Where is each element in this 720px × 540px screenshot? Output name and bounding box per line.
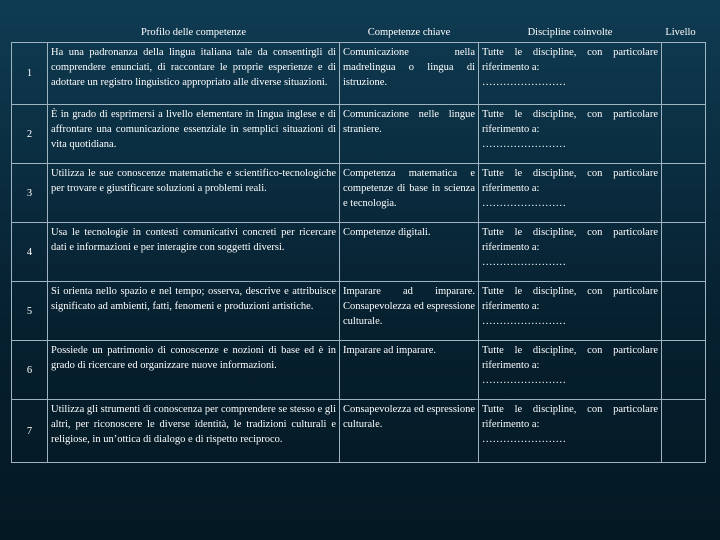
discipline-cell <box>479 400 662 463</box>
dots-placeholder: …………………… <box>482 77 566 88</box>
header-livello: Livello <box>665 27 696 38</box>
livello-cell[interactable] <box>662 164 706 223</box>
discipline-text: Tutte le discipline, con particolare riferimento a: <box>482 47 658 73</box>
row-number: 1 <box>12 43 48 105</box>
dots-placeholder: …………………… <box>482 139 566 150</box>
row-number: 4 <box>12 223 48 282</box>
discipline-text: Tutte le discipline, con particolare riferimento a: <box>482 345 658 371</box>
profilo-cell: Possiede un patrimonio di conoscenze e nozioni di base ed è in grado di ricercare ed organizzare nuove informazioni. <box>48 341 340 400</box>
livello-cell[interactable] <box>662 282 706 341</box>
discipline-text: Tutte le discipline, con particolare riferimento a: <box>482 109 658 135</box>
competenza-cell: Competenza matematica e competenze di base in scienza e tecnologia. <box>340 164 479 223</box>
dots-placeholder: …………………… <box>482 316 566 327</box>
discipline-text: Tutte le discipline, con particolare riferimento a: <box>482 404 658 430</box>
competenza-cell: Competenze digitali. <box>340 223 479 282</box>
livello-cell[interactable] <box>662 400 706 463</box>
discipline-cell <box>479 341 662 400</box>
header-profilo: Profilo delle competenze <box>141 27 246 38</box>
profilo-cell: Utilizza gli strumenti di conoscenza per comprendere se stesso e gli altri, per riconoscere le diverse identità, le tradizioni culturali e religiose, in un’ottica di dialogo e di rispetto reciproco. <box>48 400 340 463</box>
row-number: 7 <box>12 400 48 463</box>
livello-cell[interactable] <box>662 105 706 164</box>
discipline-text: Tutte le discipline, con particolare riferimento a: <box>482 286 658 312</box>
livello-cell[interactable] <box>662 223 706 282</box>
row-number: 3 <box>12 164 48 223</box>
competenza-cell: Consapevolezza ed espressione culturale. <box>340 400 479 463</box>
discipline-cell <box>479 105 662 164</box>
discipline-cell <box>479 164 662 223</box>
profilo-cell: Usa le tecnologie in contesti comunicativi concreti per ricercare dati e informazioni e per interagire con soggetti diversi. <box>48 223 340 282</box>
dots-placeholder: …………………… <box>482 198 566 209</box>
discipline-text: Tutte le discipline, con particolare riferimento a: <box>482 227 658 253</box>
competenza-cell: Imparare ad imparare. <box>340 341 479 400</box>
competenza-cell: Comunicazione nella madrelingua o lingua di istruzione. <box>340 43 479 105</box>
competenza-cell: Imparare ad imparare. Consapevolezza ed espressione culturale. <box>340 282 479 341</box>
dots-placeholder: …………………… <box>482 434 566 445</box>
table-row <box>12 164 706 223</box>
table-row <box>12 223 706 282</box>
discipline-cell <box>479 223 662 282</box>
header-row <box>12 25 706 43</box>
dots-placeholder: …………………… <box>482 257 566 268</box>
profilo-cell: È in grado di esprimersi a livello elementare in lingua inglese e di affrontare una comunicazione essenziale in semplici situazioni di vita quotidiana. <box>48 105 340 164</box>
header-discipline: Discipline coinvolte <box>527 27 613 38</box>
row-number: 6 <box>12 341 48 400</box>
livello-cell[interactable] <box>662 43 706 105</box>
profilo-cell: Utilizza le sue conoscenze matematiche e scientifico-tecnologiche per trovare e giustificare soluzioni a problemi reali. <box>48 164 340 223</box>
row-number: 5 <box>12 282 48 341</box>
profilo-cell: Ha una padronanza della lingua italiana tale da consentirgli di comprendere enunciati, di raccontare le proprie esperienze e di adottare un registro linguistico appropriato alle diverse situazioni. <box>48 43 340 105</box>
discipline-cell <box>479 282 662 341</box>
table-row <box>12 282 706 341</box>
competenza-cell: Comunicazione nelle lingue straniere. <box>340 105 479 164</box>
livello-cell[interactable] <box>662 341 706 400</box>
table-row <box>12 105 706 164</box>
row-number: 2 <box>12 105 48 164</box>
header-competenze: Competenze chiave <box>367 27 451 38</box>
dots-placeholder: …………………… <box>482 375 566 386</box>
discipline-text: Tutte le discipline, con particolare riferimento a: <box>482 168 658 194</box>
competenze-table <box>11 25 706 463</box>
header-num <box>12 25 48 43</box>
table-row <box>12 400 706 463</box>
table-row <box>12 43 706 105</box>
table-row <box>12 341 706 400</box>
profilo-cell: Si orienta nello spazio e nel tempo; osserva, descrive e attribuisce significato ad ambienti, fatti, fenomeni e produzioni artistiche. <box>48 282 340 341</box>
discipline-cell <box>479 43 662 105</box>
